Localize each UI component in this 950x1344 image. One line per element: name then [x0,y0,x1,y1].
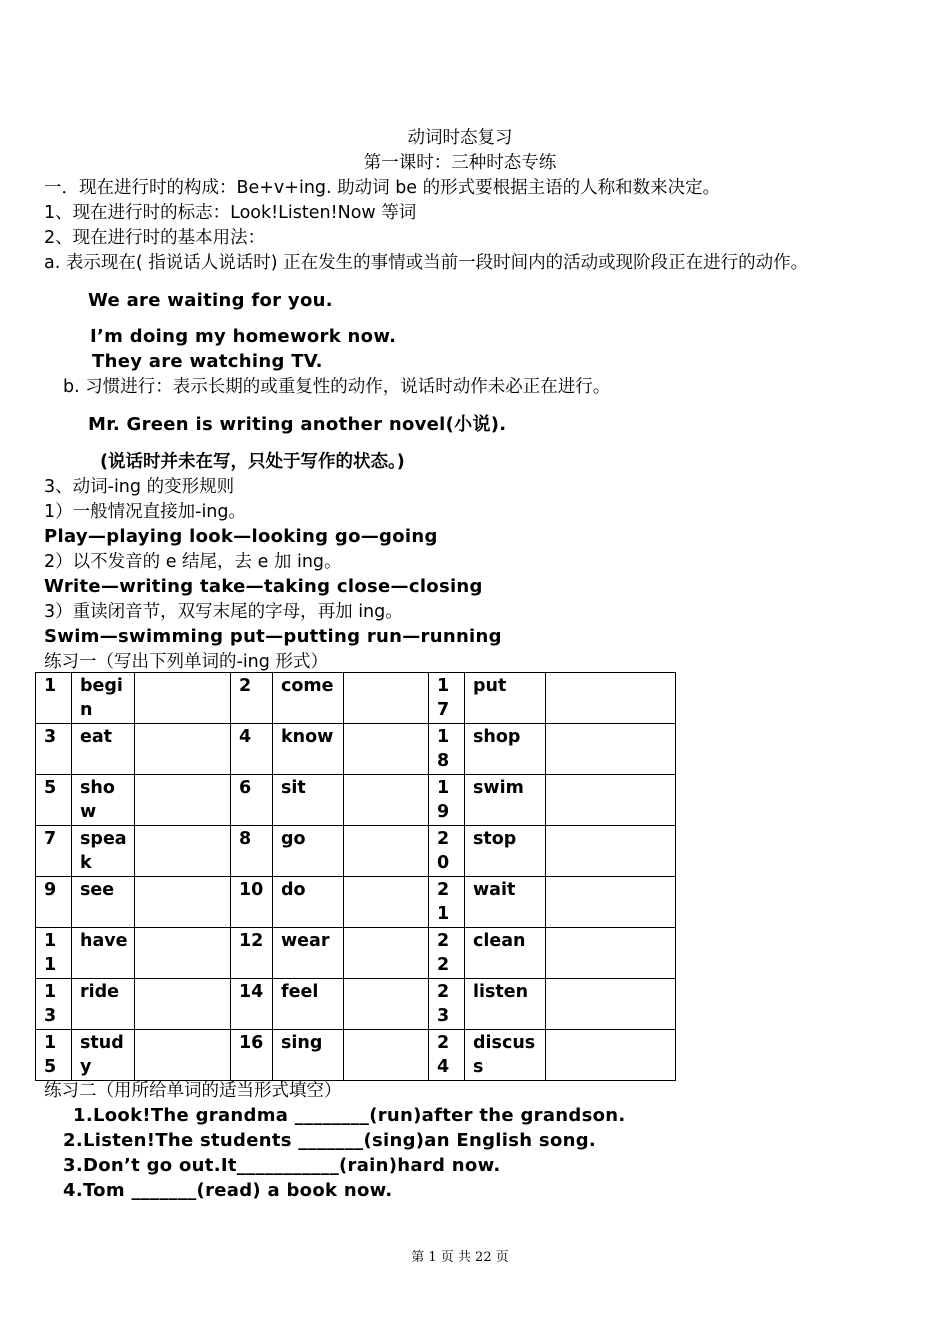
item-number: 20 [429,826,465,877]
page-subtitle: 第一课时：三种时态专练 [363,153,557,173]
table-row [36,724,676,775]
item-word: clean [465,928,546,979]
item-number: 16 [231,1030,273,1081]
answer-blank[interactable] [344,1030,429,1081]
answer-blank[interactable] [546,928,676,979]
exercise1-title: 练习一（写出下列单词的-ing 形式） [44,652,328,672]
example-a2: I’m doing my homework now. [90,326,397,347]
table-row [36,979,676,1030]
exercise2-q2: 2.Listen!The students _______(sing)an English song. [63,1130,597,1151]
item-number: 10 [231,877,273,928]
answer-blank[interactable] [344,724,429,775]
item-word: ride [72,979,135,1030]
exercise2-title: 练习二（用所给单词的适当形式填空） [44,1081,342,1101]
answer-blank[interactable] [344,826,429,877]
exercise2-q1: 1.Look!The grandma ________(run)after the grandson. [73,1105,626,1126]
answer-blank[interactable] [344,979,429,1030]
item-word: speak [72,826,135,877]
item-number: 11 [36,928,72,979]
table-row [36,673,676,724]
item-number: 6 [231,775,273,826]
item-word: eat [72,724,135,775]
example-b2-note: (说话时并未在写，只处于写作的状态。) [100,452,405,472]
item-word: begin [72,673,135,724]
answer-blank[interactable] [344,775,429,826]
exercise2-q4: 4.Tom _______(read) a book now. [63,1180,393,1201]
item-number: 17 [429,673,465,724]
answer-blank[interactable] [135,826,231,877]
item-number: 14 [231,979,273,1030]
answer-blank[interactable] [135,979,231,1030]
item-number: 8 [231,826,273,877]
item-word: sit [273,775,344,826]
item-number: 23 [429,979,465,1030]
item-number: 24 [429,1030,465,1081]
item-number: 1 [36,673,72,724]
item-number: 4 [231,724,273,775]
item-word: feel [273,979,344,1030]
answer-blank[interactable] [135,724,231,775]
answer-blank[interactable] [546,877,676,928]
item-word: discuss [465,1030,546,1081]
item-number: 12 [231,928,273,979]
usage-b: b. 习惯进行：表示长期的或重复性的动作，说话时动作未必正在进行。 [63,377,611,397]
rule1: 1）一般情况直接加-ing。 [44,502,247,522]
answer-blank[interactable] [546,979,676,1030]
section1-heading: 一．现在进行时的构成：Be+v+ing. 助动词 be 的形式要根据主语的人称和数来决定。 [44,178,721,198]
item-word: study [72,1030,135,1081]
table-row [36,1030,676,1081]
page-title: 动词时态复习 [407,128,513,148]
table-row [36,877,676,928]
table-row [36,928,676,979]
item-number: 7 [36,826,72,877]
item-word: stop [465,826,546,877]
table-row [36,826,676,877]
answer-blank[interactable] [546,673,676,724]
rule3: 3）重读闭音节，双写末尾的字母，再加 ing。 [44,602,403,622]
answer-blank[interactable] [546,826,676,877]
example-b1: Mr. Green is writing another novel(小说). [88,414,507,435]
answer-blank[interactable] [344,877,429,928]
answer-blank[interactable] [135,877,231,928]
item-number: 15 [36,1030,72,1081]
answer-blank[interactable] [344,673,429,724]
answer-blank[interactable] [344,928,429,979]
rule3-examples: Swim—swimming put—putting run—running [44,626,502,647]
item-word: shop [465,724,546,775]
item-number: 9 [36,877,72,928]
item-word: put [465,673,546,724]
answer-blank[interactable] [546,1030,676,1081]
usage-a: a. 表示现在( 指说话人说话时) 正在发生的事情或当前一段时间内的活动或现阶段正在进行的动作。 [44,253,809,273]
page-footer: 第 1 页 共 22 页 [411,1250,509,1265]
item-word: see [72,877,135,928]
item-number: 5 [36,775,72,826]
rule1-examples: Play—playing look—looking go—going [44,526,438,547]
item-number: 2 [231,673,273,724]
item-word: have [72,928,135,979]
item-number: 13 [36,979,72,1030]
item-number: 18 [429,724,465,775]
answer-blank[interactable] [135,1030,231,1081]
example-a3: They are watching TV. [92,351,323,372]
exercise1-table [35,672,676,1081]
answer-blank[interactable] [135,775,231,826]
item-word: go [273,826,344,877]
table-row [36,775,676,826]
point3-rules: 3、动词-ing 的变形规则 [44,477,235,497]
answer-blank[interactable] [546,775,676,826]
answer-blank[interactable] [546,724,676,775]
item-number: 22 [429,928,465,979]
item-word: sing [273,1030,344,1081]
item-word: do [273,877,344,928]
answer-blank[interactable] [135,673,231,724]
rule2-examples: Write—writing take—taking close—closing [44,576,483,597]
item-word: show [72,775,135,826]
example-a1: We are waiting for you. [88,290,333,311]
answer-blank[interactable] [135,928,231,979]
point2-usage: 2、现在进行时的基本用法： [44,228,266,248]
item-word: wait [465,877,546,928]
item-word: wear [273,928,344,979]
item-word: know [273,724,344,775]
item-number: 3 [36,724,72,775]
rule2: 2）以不发音的 e 结尾，去 e 加 ing。 [44,552,342,572]
point1-markers: 1、现在进行时的标志：Look!Listen!Now 等词 [44,203,417,223]
exercise2-q3: 3.Don’t go out.It___________(rain)hard now. [63,1155,501,1176]
item-number: 21 [429,877,465,928]
item-word: listen [465,979,546,1030]
item-word: swim [465,775,546,826]
item-number: 19 [429,775,465,826]
item-word: come [273,673,344,724]
